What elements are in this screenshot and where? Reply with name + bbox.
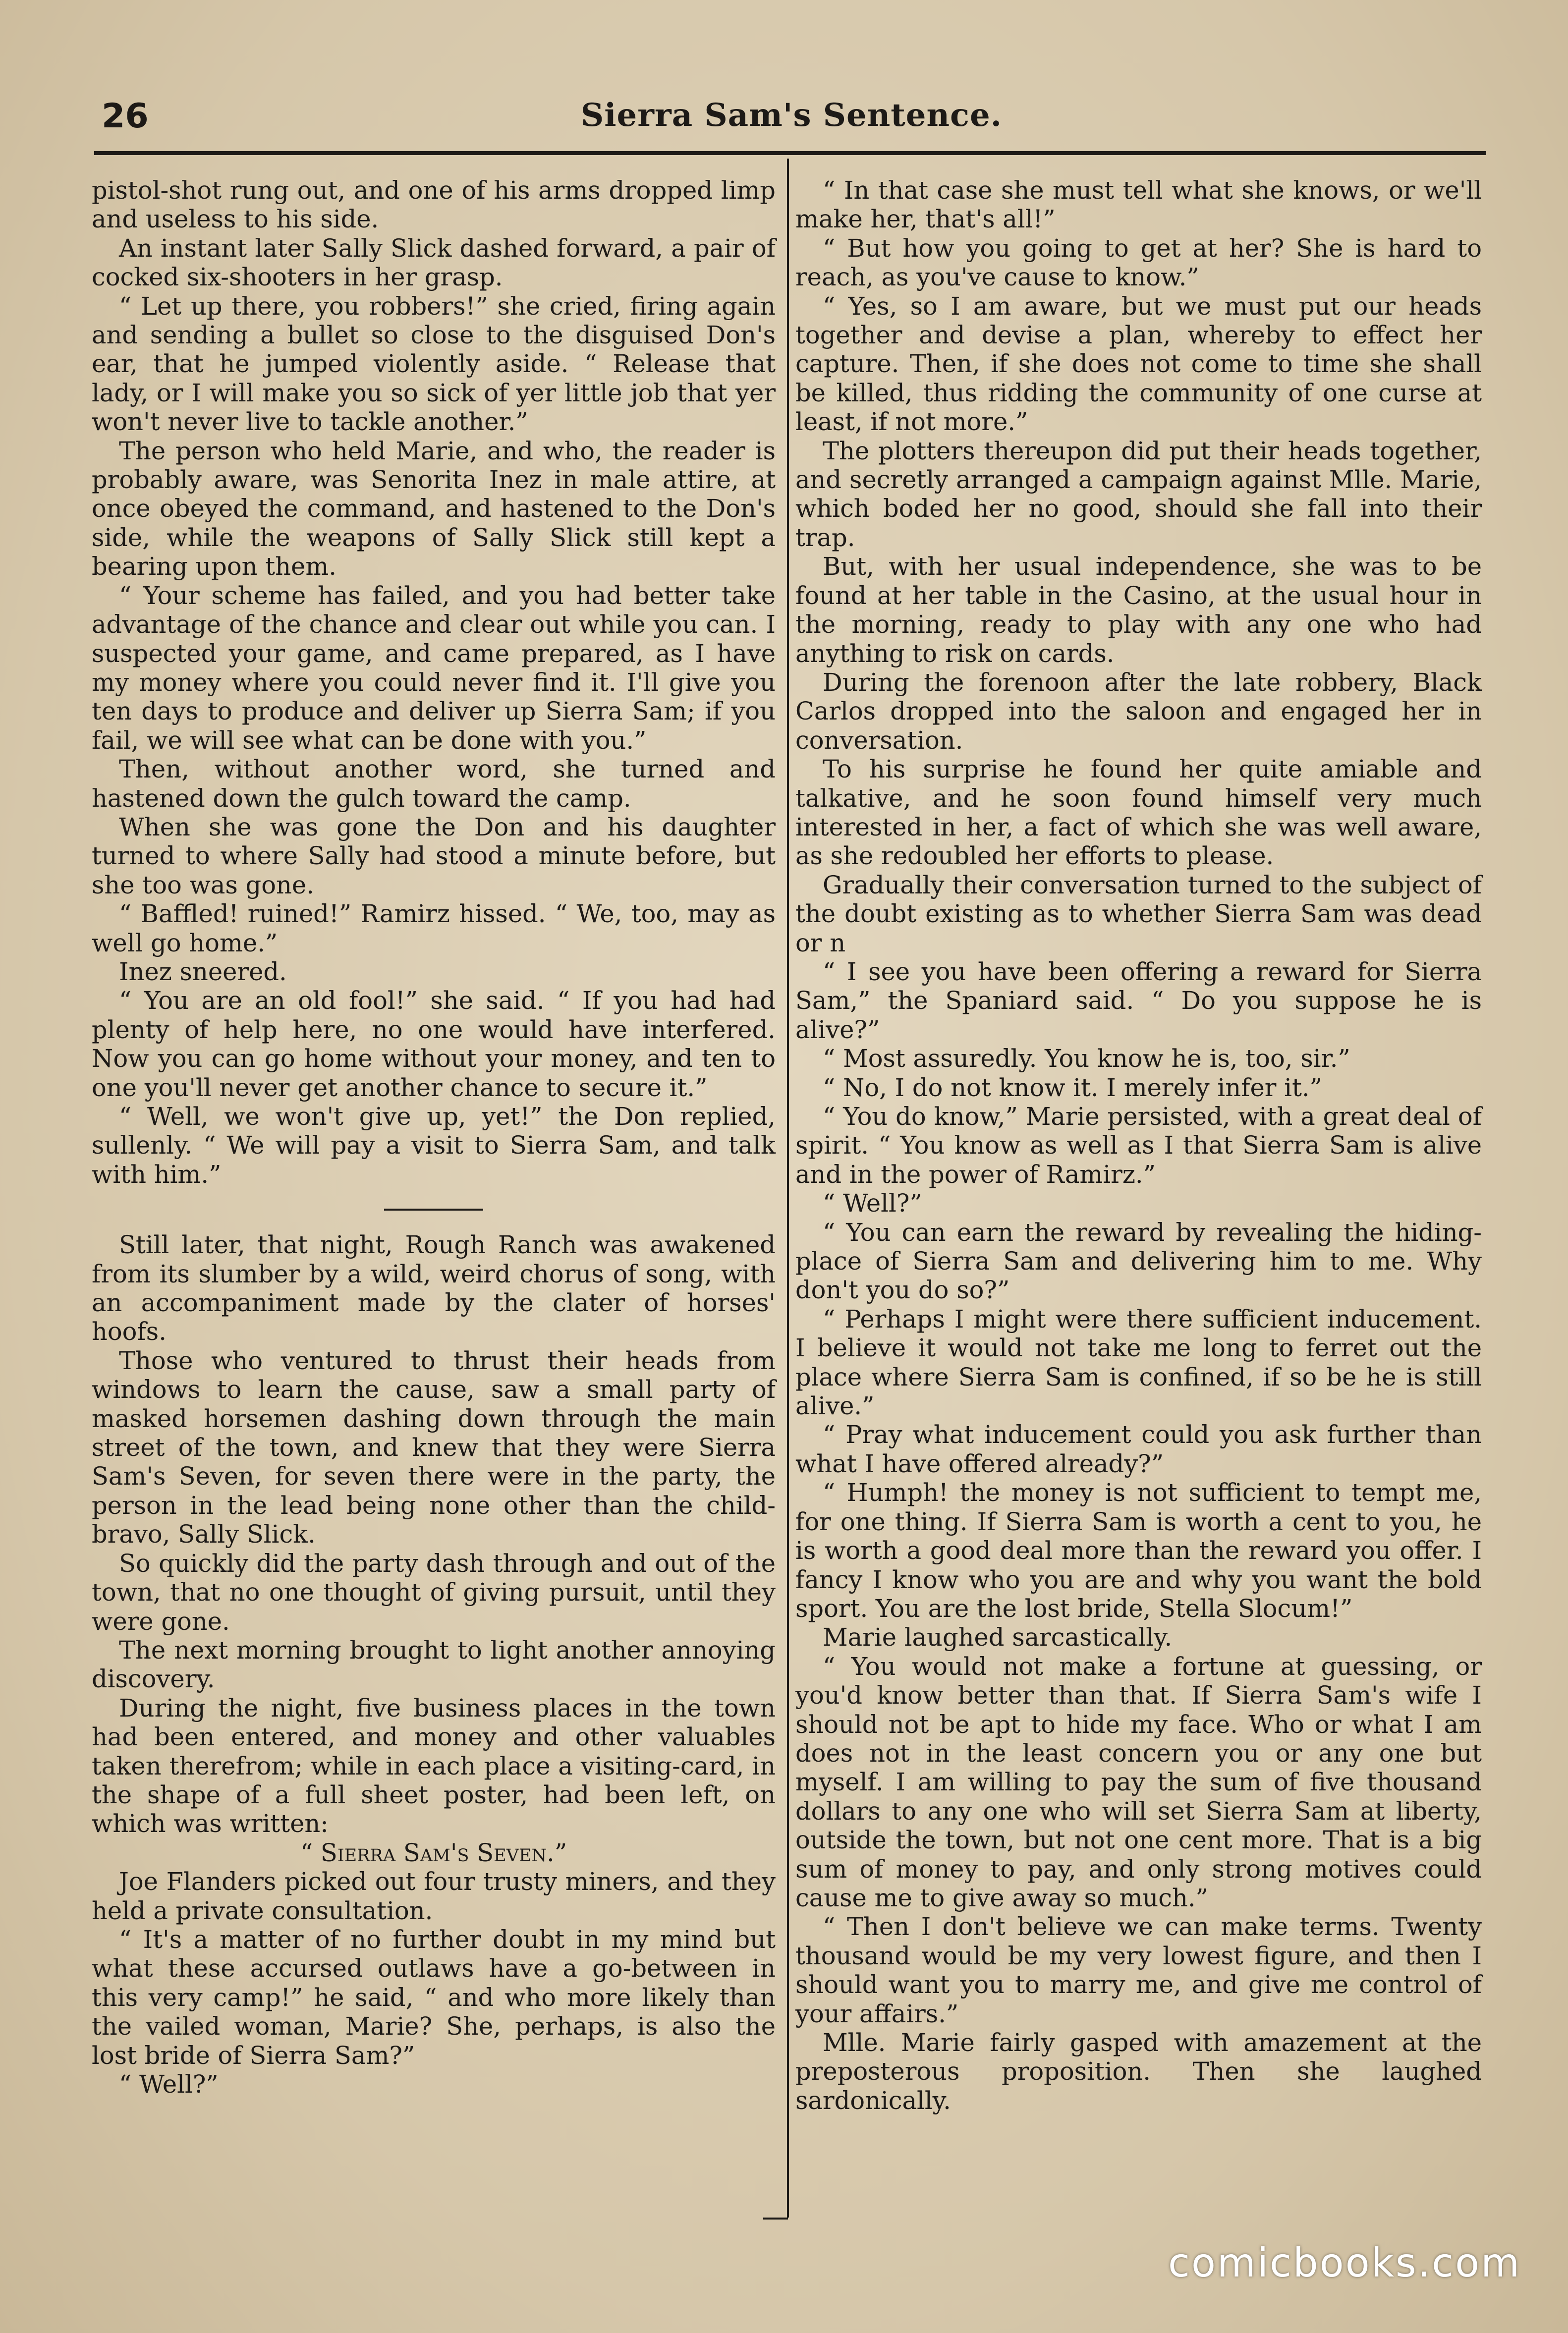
paragraph: “ Yes, so I am aware, but we must put our heads together and devise a plan, whereby to effect her capture. Then, if she does not come to time she shall be killed, thus ridding the community of one curse at least, if not more.”	[795, 291, 1482, 437]
paragraph: Gradually their conversation turned to the subject of the doubt existing as to whether Sierra Sam was dead or n	[795, 870, 1482, 957]
paragraph: So quickly did the party dash through and out of the town, that no one thought of giving pursuit, until they were gone.	[92, 1549, 776, 1636]
paragraph: “ Pray what inducement could you ask further than what I have offered already?”	[795, 1420, 1482, 1478]
paragraph: During the forenoon after the late robbery, Black Carlos dropped into the saloon and engaged her in conversation.	[795, 667, 1482, 755]
paragraph: To his surprise he found her quite amiable and talkative, and he soon found himself very much interested in her, a fact of which she was well aware, as she redoubled her efforts to please.	[795, 755, 1482, 871]
paragraph: “ Humph! the money is not sufficient to tempt me, for one thing. If Sierra Sam is worth a cent to you, he is worth a good deal more than the reward you offer. I fancy I know who you are and why you want the bold sport. You are the lost bride, Stella Slocum!”	[795, 1478, 1482, 1623]
paragraph: The plotters thereupon did put their heads together, and secretly arranged a campaign against Mlle. Marie, which boded her no good, should she fall into their trap.	[795, 436, 1482, 552]
page-header	[97, 92, 1486, 146]
poster-text: “ Sierra Sam's Seven.”	[300, 1838, 567, 1867]
paragraph: “ Well, we won't give up, yet!” the Don replied, sullenly. “ We will pay a visit to Sierra Sam, and talk with him.”	[92, 1102, 776, 1189]
paragraph: The next morning brought to light another annoying discovery.	[92, 1635, 776, 1694]
paragraph: “ Well?”	[823, 1189, 922, 1218]
paragraph: When she was gone the Don and his daughter turned to where Sally had stood a minute before, but she too was gone.	[92, 812, 776, 899]
paragraph: “ Let up there, you robbers!” she cried, firing again and sending a bullet so close to the disguised Don's ear, that he jumped violently aside. “ Release that lady, or I will make you so sick of yer little job that yer won't never live to tackle another.”	[92, 291, 776, 437]
watermark: comicbooks.com	[1168, 2240, 1521, 2286]
paragraph: Those who ventured to thrust their heads from windows to learn the cause, saw a small party of masked horsemen dashing down through the main street of the town, and knew that they were Sierra Sam's Seven, for seven there were in the party, the person in the lead being none other than the child-bravo, Sally Slick.	[92, 1346, 776, 1549]
paragraph: pistol-shot rung out, and one of his arms dropped limp and useless to his side.	[92, 176, 776, 234]
paragraph: Then, without another word, she turned and hastened down the gulch toward the camp.	[92, 755, 776, 813]
paragraph: “ It's a matter of no further doubt in my mind but what these accursed outlaws have a go-between in this very camp!” he said, “ and who more likely than the vailed woman, Marie? She, perhaps, is also the lost bride of Sierra Sam?”	[92, 1925, 776, 2070]
left-column	[92, 176, 776, 2099]
paragraph: “ Perhaps I might were there sufficient inducement. I believe it would not take me long to ferret out the place where Sierra Sam is confined, if so be he is still alive.”	[795, 1304, 1482, 1421]
paragraph: Marie laughed sarcastically.	[823, 1623, 1173, 1652]
paragraph: “ Then I don't believe we can make terms. Twenty thousand would be my very lowest figure, and then I should want you to marry me, and give me control of your affairs.”	[795, 1912, 1482, 2028]
paragraph: Inez sneered.	[119, 957, 287, 986]
paragraph: “ In that case she must tell what she knows, or we'll make her, that's all!”	[795, 176, 1482, 234]
paragraph: During the night, five business places in the town had been entered, and money and other valuables taken therefrom; while in each place a visiting-card, in the shape of a full sheet poster, had been left, on which was written:	[92, 1693, 776, 1838]
column-divider	[787, 159, 789, 2218]
paragraph: Still later, that night, Rough Ranch was awakened from its slumber by a wild, weird chorus of song, with an accompaniment made by the clater of horses' hoofs.	[92, 1230, 776, 1346]
right-column	[795, 176, 1482, 2115]
paragraph: “ You do know,” Marie persisted, with a great deal of spirit. “ You know as well as I that Sierra Sam is alive and in the power of Ramirz.”	[795, 1102, 1482, 1189]
paragraph: “ Most assuredly. You know he is, too, sir.”	[823, 1044, 1350, 1073]
paragraph: “ No, I do not know it. I merely infer it.”	[823, 1073, 1322, 1102]
paragraph: “ Your scheme has failed, and you had better take advantage of the chance and clear out while you can. I suspected your game, and came prepared, as I have my money where you could never find it. I'll give you ten days to produce and deliver up Sierra Sam; if you fail, we will see what can be done with you.”	[92, 581, 776, 755]
paragraph: “ Well?”	[119, 2070, 219, 2099]
paragraph: “ You would not make a fortune at guessing, or you'd know better than that. If Sierra Sam's wife I should not be apt to hide my face. Who or what I am does not in the least concern you or any one but myself. I am willing to pay the sum of five thousand dollars to any one who will set Sierra Sam at liberty, outside the town, but not one cent more. That is a big sum of money to pay, and only strong motives could cause me to give away so much.”	[795, 1652, 1482, 1912]
running-title: Sierra Sam's Sentence.	[581, 97, 1002, 134]
paragraph: “ You are an old fool!” she said. “ If you had had plenty of help here, no one would have interfered. Now you can go home without your money, and ten to one you'll never get another chance to secure it.”	[92, 986, 776, 1102]
paragraph: “ But how you going to get at her? She is hard to reach, as you've cause to know.”	[795, 233, 1482, 292]
paragraph: An instant later Sally Slick dashed forward, a pair of cocked six-shooters in her grasp.	[92, 233, 776, 292]
section-divider	[384, 1209, 483, 1211]
header-rule	[94, 151, 1486, 155]
paragraph: The person who held Marie, and who, the reader is probably aware, was Senorita Inez in male attire, at once obeyed the command, and hastened to the Don's side, while the weapons of Sally Slick still kept a bearing upon them.	[92, 436, 776, 581]
paragraph: “ Baffled! ruined!” Ramirz hissed. “ We, too, may as well go home.”	[92, 899, 776, 957]
paragraph: “ I see you have been offering a reward for Sierra Sam,” the Spaniard said. “ Do you suppose he is alive?”	[795, 957, 1482, 1044]
paragraph: “ You can earn the reward by revealing the hiding-place of Sierra Sam and delivering him to me. Why don't you do so?”	[795, 1218, 1482, 1305]
column-divider-foot	[763, 2218, 788, 2220]
paragraph: Joe Flanders picked out four trusty miners, and they held a private consultation.	[92, 1867, 776, 1925]
paragraph: But, with her usual independence, she was to be found at her table in the Casino, at the usual hour in the morning, ready to play with any one who had anything to risk on cards.	[795, 552, 1482, 668]
paragraph: Mlle. Marie fairly gasped with amazement at the preposterous proposition. Then she laughed sardonically.	[795, 2028, 1482, 2115]
page-number: 26	[102, 97, 149, 136]
